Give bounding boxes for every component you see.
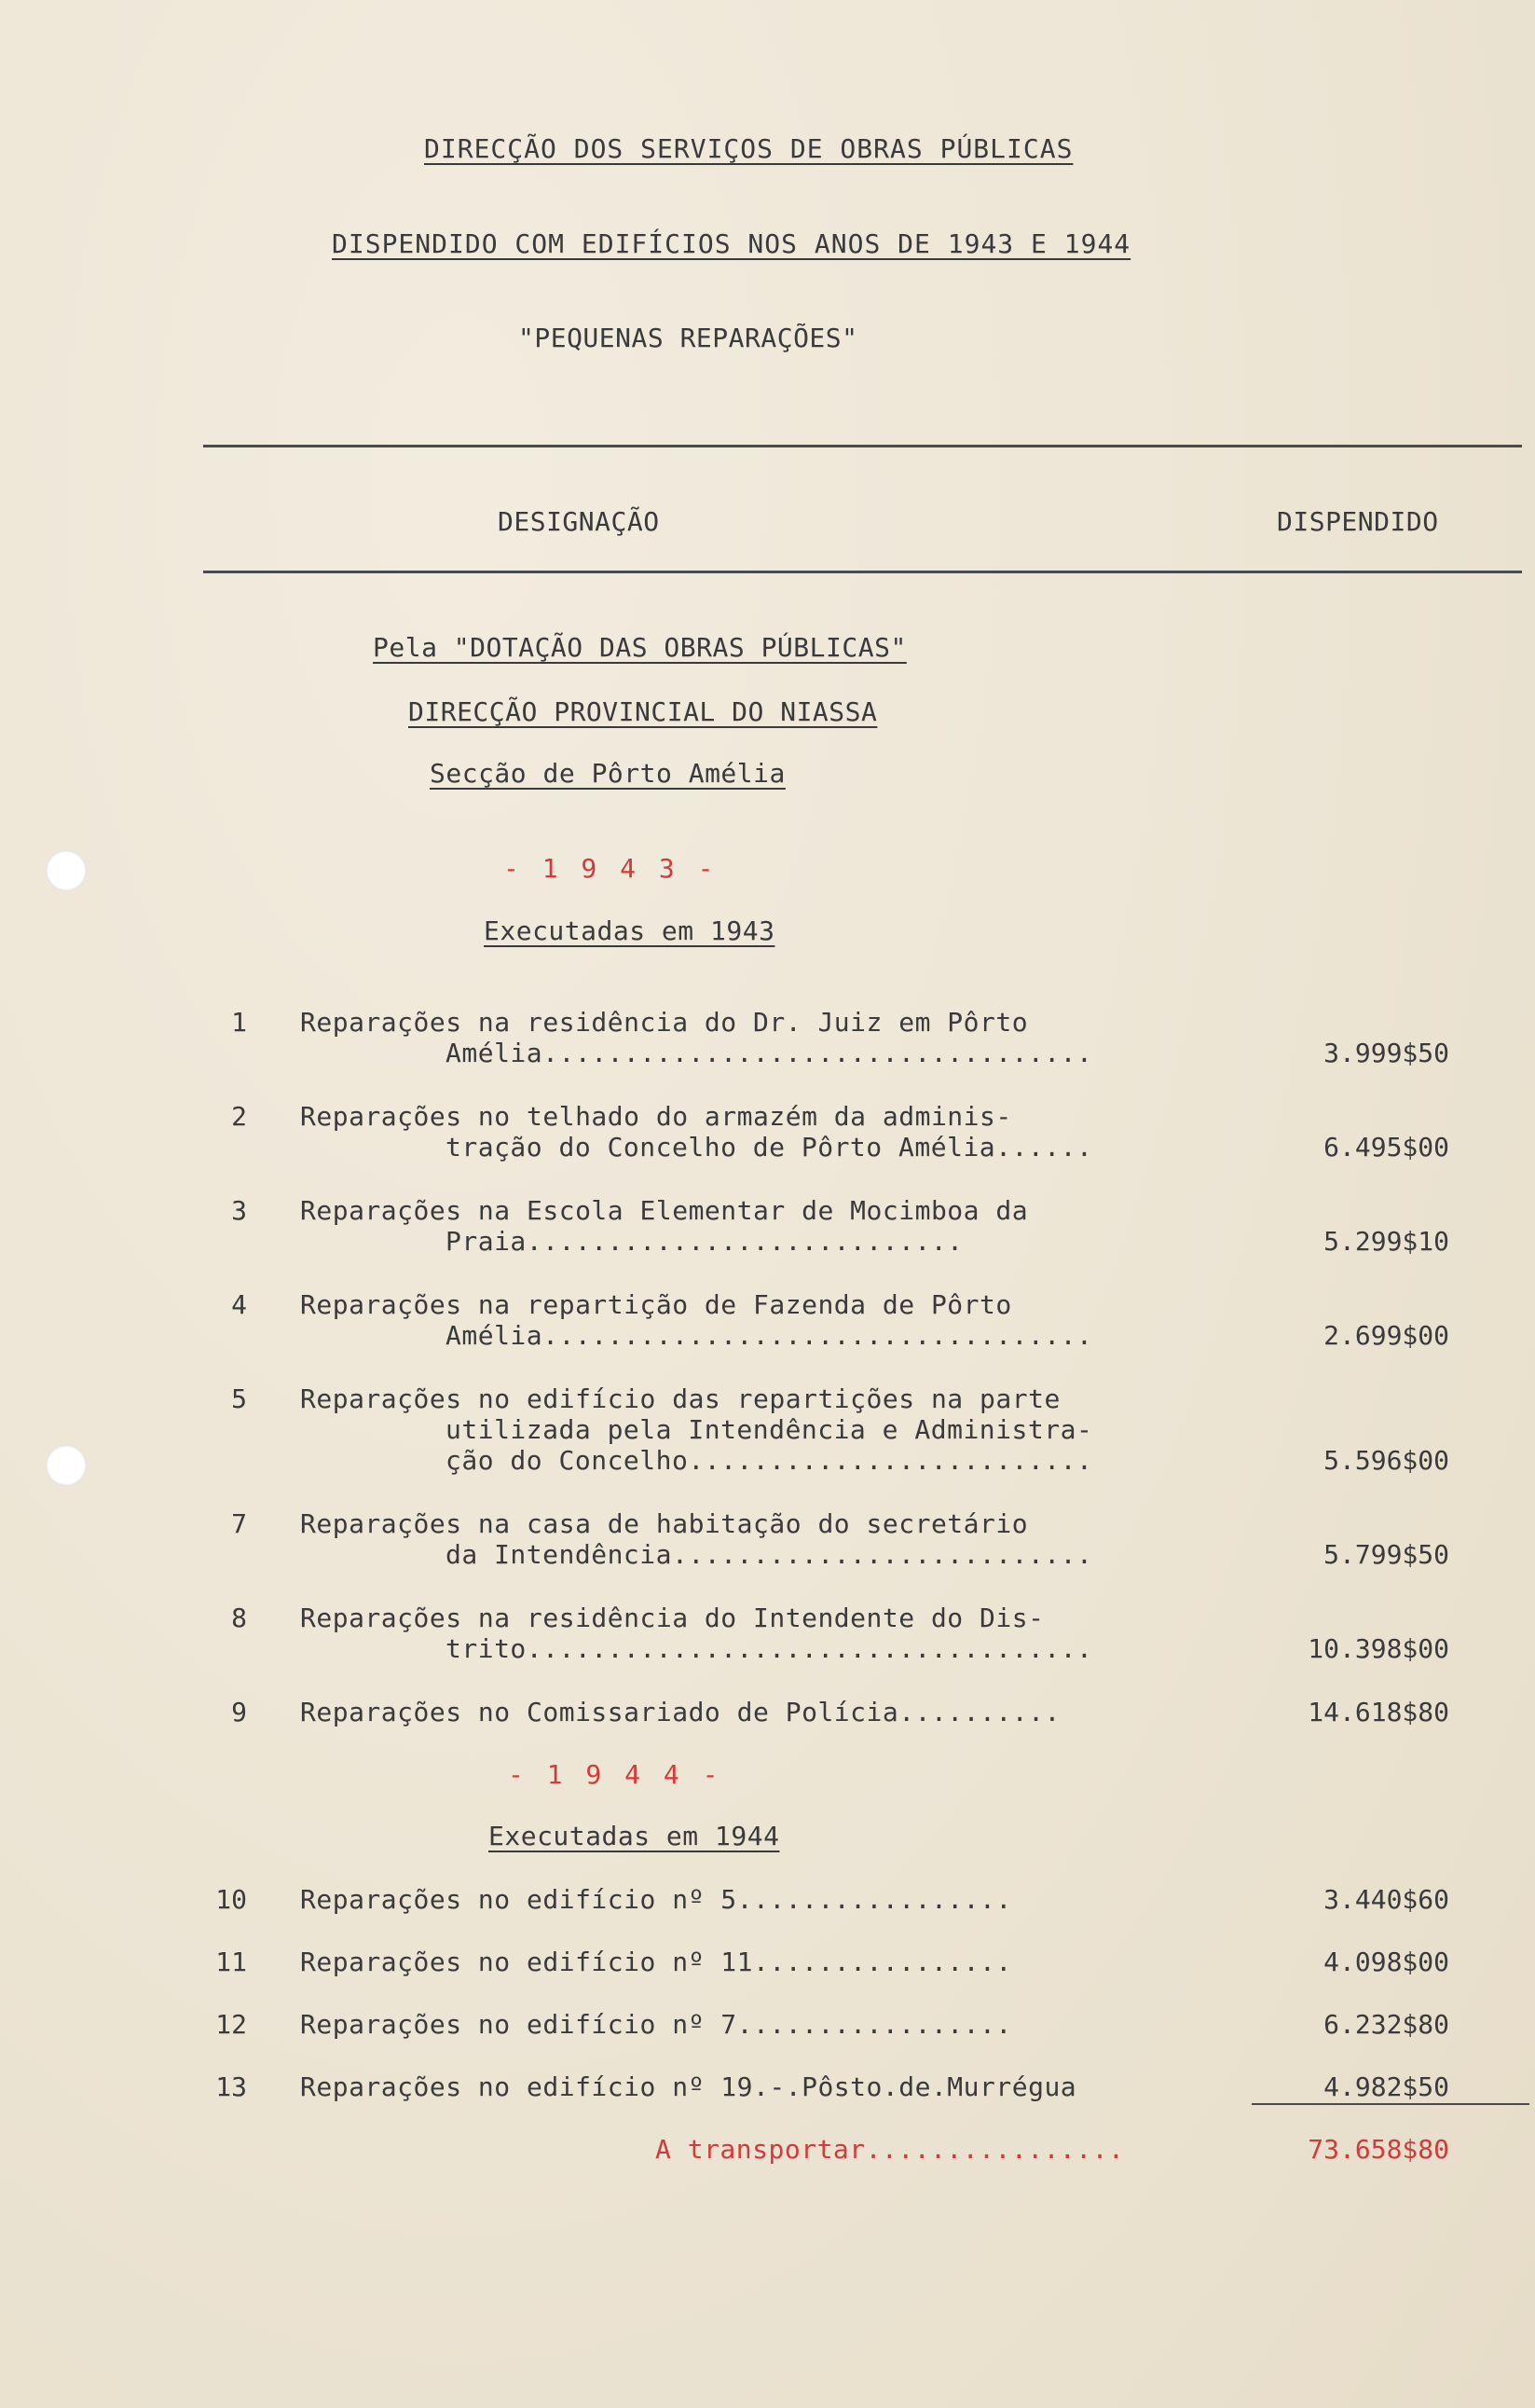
row-amount: 14.618$80 — [1308, 1697, 1449, 1727]
row-designation-cont: trito................................... — [445, 1633, 1093, 1664]
row-amount: 4.098$00 — [1323, 1947, 1449, 1977]
row-amount: 5.596$00 — [1323, 1445, 1449, 1476]
row-designation: Reparações na repartição de Fazenda de Pôrto — [300, 1289, 1012, 1320]
department-heading: Secção de Pôrto Amélia — [430, 758, 786, 789]
row-number: 13 — [215, 2071, 247, 2102]
executed-1943-heading: Executadas em 1943 — [484, 915, 775, 946]
divider-bottom — [203, 571, 1522, 573]
row-number: 11 — [215, 1947, 247, 1977]
punch-hole-top — [46, 850, 87, 891]
row-designation-cont: da Intendência.......................... — [445, 1539, 1093, 1570]
row-designation: Reparações no telhado do armazém da adminis- — [300, 1101, 1012, 1132]
row-amount: 3.440$60 — [1323, 1884, 1449, 1915]
header-title: DIRECÇÃO DOS SERVIÇOS DE OBRAS PÚBLICAS — [424, 133, 1074, 164]
directorate-heading: DIRECÇÃO PROVINCIAL DO NIASSA — [408, 696, 878, 727]
row-amount: 4.982$50 — [1323, 2071, 1449, 2102]
row-designation: Reparações no edifício nº 19.-.Pôsto.de.Murrégua — [300, 2071, 1077, 2102]
row-amount: 5.799$50 — [1323, 1539, 1449, 1570]
row-designation: Reparações na casa de habitação do secretário — [300, 1508, 1029, 1539]
header-subtitle: DISPENDIDO COM EDIFÍCIOS NOS ANOS DE 1943 E 1944 — [332, 228, 1131, 259]
row-amount: 6.232$80 — [1323, 2009, 1449, 2040]
funding-heading: Pela "DOTAÇÃO DAS OBRAS PÚBLICAS" — [373, 632, 907, 663]
row-designation-cont: Praia........................... — [445, 1226, 964, 1257]
row-number: 8 — [231, 1603, 247, 1633]
row-designation: Reparações na Escola Elementar de Mocimboa da — [300, 1195, 1029, 1226]
row-designation: Reparações no edifício nº 11................ — [300, 1947, 1012, 1977]
row-designation-cont: Amélia.................................. — [445, 1320, 1093, 1351]
row-designation: Reparações no Comissariado de Polícia.......... — [300, 1697, 1061, 1727]
executed-1944-heading: Executadas em 1944 — [488, 1821, 780, 1851]
row-amount: 10.398$00 — [1308, 1633, 1449, 1664]
sum-rule — [1252, 2103, 1529, 2105]
column-designation: DESIGNAÇÃO — [498, 506, 660, 537]
row-amount: 2.699$00 — [1323, 1320, 1449, 1351]
row-designation: Reparações na residência do Intendente do Dis- — [300, 1603, 1045, 1633]
row-amount: 6.495$00 — [1323, 1132, 1449, 1163]
header-category: "PEQUENAS REPARAÇÕES" — [518, 323, 858, 353]
row-designation: Reparações no edifício das repartições na parte — [300, 1383, 1061, 1414]
year-1944-heading: - 1 9 4 4 - — [508, 1759, 722, 1790]
year-1943-heading: - 1 9 4 3 - — [503, 853, 718, 884]
punch-hole-bottom — [46, 1445, 87, 1486]
row-number: 1 — [231, 1007, 247, 1038]
carry-forward-label: A transportar................ — [655, 2134, 1125, 2165]
row-number: 12 — [215, 2009, 247, 2040]
row-number: 4 — [231, 1289, 247, 1320]
carry-forward-amount: 73.658$80 — [1308, 2134, 1449, 2165]
row-number: 9 — [231, 1697, 247, 1727]
row-number: 10 — [215, 1884, 247, 1915]
row-designation-cont: tração do Concelho de Pôrto Amélia...... — [445, 1132, 1093, 1163]
column-spent: DISPENDIDO — [1277, 506, 1439, 537]
row-designation-cont: utilizada pela Intendência e Administra- — [445, 1414, 1093, 1445]
row-amount: 3.999$50 — [1323, 1038, 1449, 1068]
row-amount: 5.299$10 — [1323, 1226, 1449, 1257]
divider-top — [203, 445, 1522, 447]
row-designation: Reparações no edifício nº 5................. — [300, 1884, 1012, 1915]
row-designation-cont: ção do Concelho......................... — [445, 1445, 1093, 1476]
row-number: 2 — [231, 1101, 247, 1132]
row-number: 5 — [231, 1383, 247, 1414]
row-designation-cont: Amélia.................................. — [445, 1038, 1093, 1068]
row-designation: Reparações no edifício nº 7................. — [300, 2009, 1012, 2040]
row-designation: Reparações na residência do Dr. Juiz em Pôrto — [300, 1007, 1029, 1038]
row-number: 7 — [231, 1508, 247, 1539]
row-number: 3 — [231, 1195, 247, 1226]
